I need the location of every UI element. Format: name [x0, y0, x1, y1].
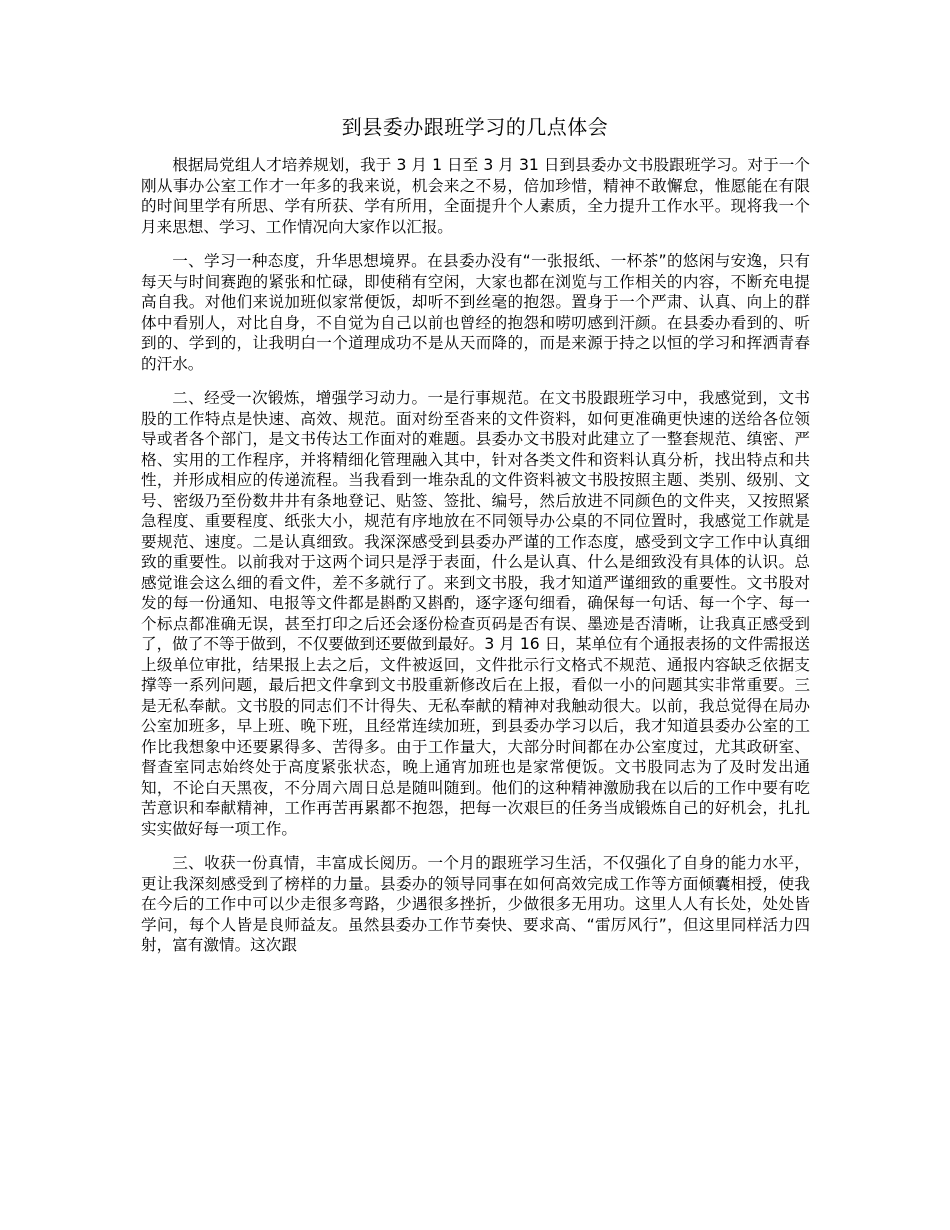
paragraph-section-3: 三、收获一份真情，丰富成长阅历。一个月的跟班学习生活，不仅强化了自身的能力水平，更让我深刻感受到了榜样的力量。县委办的领导同事在如何高效完成工作等方面倾囊相授，使我在今后的工作中可以少走很多弯路，少遇很多挫折，少做很多无用功。这里人人有长处，处处皆学问，每个人皆是良师益友。虽然县委办工作节奏快、要求高、“雷厉风行”，但这里同样活力四射，富有激情。这次跟	[141, 854, 810, 954]
document-body	[141, 155, 810, 970]
document-title: 到县委办跟班学习的几点体会	[341, 115, 609, 139]
paragraph-section-2: 二、经受一次锻炼，增强学习动力。一是行事规范。在文书股跟班学习中，我感觉到，文书股的工作特点是快速、高效、规范。面对纷至沓来的文件资料，如何更准确更快速的送给各位领导或者各个部门，是文书传达工作面对的难题。县委办文书股对此建立了一整套规范、缜密、严格、实用的工作程序，并将精细化管理融入其中，针对各类文件和资料认真分析，找出特点和共性，并形成相应的传递流程。当我看到一堆杂乱的文件资料被文书股按照主题、类别、级别、文号、密级乃至份数井井有条地登记、贴签、签批、编号，然后放进不同颜色的文件夹，又按照紧急程度、重要程度、纸张大小，规范有序地放在不同领导办公桌的不同位置时，我感觉工作就是要规范、速度。二是认真细致。我深深感受到县委办严谨的工作态度，感受到文字工作中认真细致的重要性。以前我对于这两个词只是浮于表面，什么是认真、什么是细致没有具体的认识。总感觉谁会这么细的看文件，差不多就行了。来到文书股，我才知道严谨细致的重要性。文书股对发的每一份通知、电报等文件都是斟酌又斟酌，逐字逐句细看，确保每一句话、每一个字、每一个标点都准确无误，甚至打印之后还会逐份检查页码是否有误、墨迹是否清晰，让我真正感受到了，做了不等于做到，不仅要做到还要做到最好。3 月 16 日，某单位有个通报表扬的文件需报送上级单位审批，结果报上去之后，文件被返回，文件批示行文格式不规范、通报内容缺乏依据支撑等一系列问题，最后把文件拿到文书股重新修改后在上报，看似一小的问题其实非常重要。三是无私奉献。文书股的同志们不计得失、无私奉献的精神对我触动很大。以前，我总觉得在局办公室加班多，早上班、晚下班，且经常连续加班，到县委办学习以后，我才知道县委办公室的工作比我想象中还要累得多、苦得多。由于工作量大，大部分时间都在办公室度过，尤其政研室、督查室同志始终处于高度紧张状态，晚上通宵加班也是家常便饭。文书股同志为了及时发出通知，不论白天黑夜，不分周六周日总是随叫随到。他们的这种精神激励我在以后的工作中要有吃苦意识和奉献精神，工作再苦再累都不抱怨，把每一次艰巨的任务当成锻炼自己的好机会，扎扎实实做好每一项工作。	[141, 389, 810, 838]
paragraph-intro: 根据局党组人才培养规划，我于 3 月 1 日至 3 月 31 日到县委办文书股跟班学习。对于一个刚从事办公室工作才一年多的我来说，机会来之不易，倍加珍惜，精神不敢懈怠，惟愿能在有限的时间里学有所思、学有所获、学有所用，全面提升个人素质，全力提升工作水平。现将我一个月来思想、学习、工作情况向大家作以汇报。	[141, 156, 810, 236]
paragraph-section-1: 一、学习一种态度，升华思想境界。在县委办没有“一张报纸、一杯茶”的悠闲与安逸，只有每天与时间赛跑的紧张和忙碌，即使稍有空闲，大家也都在浏览与工作相关的内容，不断充电提高自我。对他们来说加班似家常便饭，却听不到丝毫的抱怨。置身于一个严肃、认真、向上的群体中看别人，对比自身，不自觉为自己以前也曾经的抱怨和唠叨感到汗颜。在县委办看到的、听到的、学到的，让我明白一个道理成功不是从天而降的，而是来源于持之以恒的学习和挥洒青春的汗水。	[141, 252, 810, 373]
